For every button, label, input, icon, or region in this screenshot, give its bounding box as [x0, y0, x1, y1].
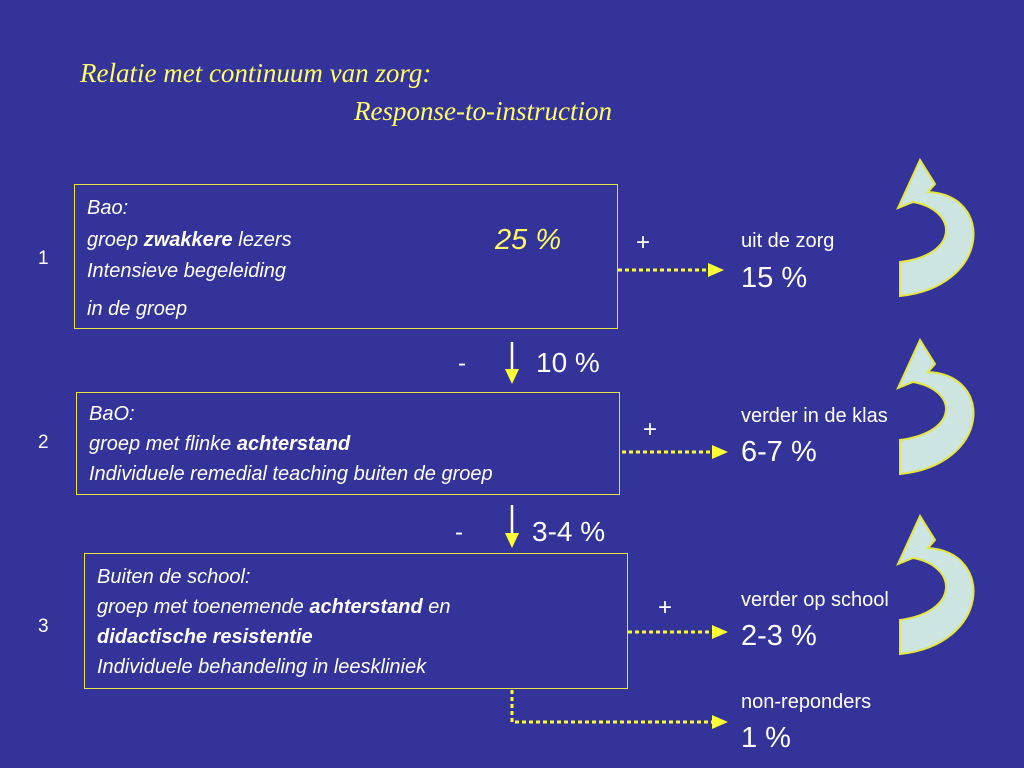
arrowhead-non-responders: [712, 715, 728, 729]
arrowhead-level1: [708, 263, 724, 277]
level2-line2: Individuele remedial teaching buiten de groep: [89, 463, 493, 485]
outcome-3-label: verder op school: [741, 589, 889, 611]
outcome-3-value: 2-3 %: [741, 620, 817, 652]
slide-title-line2: Response-to-instruction: [354, 96, 612, 126]
slide-title-line1: Relatie met continuum van zorg:: [80, 58, 432, 88]
level2-line1-bold: achterstand: [236, 433, 351, 455]
outcome-1-sign: +: [636, 229, 651, 256]
level1-heading: Bao:: [87, 197, 129, 219]
level3-line1-post: en: [422, 596, 451, 618]
level-number-3: 3: [38, 616, 49, 637]
level1-line3: in de groep: [87, 298, 188, 320]
level-number-1: 1: [38, 248, 49, 269]
level3-line1: [97, 592, 627, 622]
outcome-1-value: 15 %: [741, 262, 808, 294]
level2-line1-pre: groep met flinke: [89, 433, 237, 455]
transition-1-sign: -: [458, 350, 466, 377]
non-responders-label: non-reponders: [741, 691, 872, 713]
level2-line1: [89, 429, 619, 459]
transition-2-value: 3-4 %: [532, 516, 606, 547]
level3-box: [84, 553, 628, 689]
level1-line1-post: lezers: [232, 229, 292, 251]
level2-box: [76, 392, 620, 495]
level-number-2: 2: [38, 432, 49, 453]
level3-heading: Buiten de school:: [97, 566, 251, 588]
curved-arrow-icon-1: [898, 160, 974, 296]
arrowhead-level2: [712, 445, 728, 459]
level3-line3: Individuele behandeling in leeskliniek: [97, 656, 427, 678]
down-arrowhead-1-2: [505, 369, 519, 384]
outcome-3-sign: +: [658, 594, 673, 621]
level2-heading: BaO:: [89, 403, 135, 425]
level3-line1-pre: groep met toenemende: [97, 596, 310, 618]
curved-arrow-icon-3: [898, 516, 974, 654]
level1-line1-pre: groep: [87, 229, 144, 251]
transition-1-value: 10 %: [536, 347, 600, 378]
curved-arrow-icon-2: [898, 340, 974, 474]
level1-line1-bold: zwakkere: [143, 229, 233, 251]
outcome-2-value: 6-7 %: [741, 436, 817, 468]
outcome-1-label: uit de zorg: [741, 230, 835, 252]
arrowhead-level3: [712, 625, 728, 639]
level3-line2-bold: didactische resistentie: [97, 626, 313, 648]
dotted-arrow-non-responders: [512, 690, 716, 722]
outcome-2-sign: +: [643, 416, 658, 443]
level1-percentage: 25 %: [495, 224, 562, 256]
down-arrowhead-2-3: [505, 533, 519, 548]
level1-line2: Intensieve begeleiding: [87, 260, 287, 282]
non-responders-value: 1 %: [741, 722, 791, 754]
outcome-2-label: verder in de klas: [741, 405, 888, 427]
transition-2-sign: -: [455, 519, 463, 546]
level3-line1-bold: achterstand: [309, 596, 423, 618]
level3-line2: [97, 622, 627, 652]
